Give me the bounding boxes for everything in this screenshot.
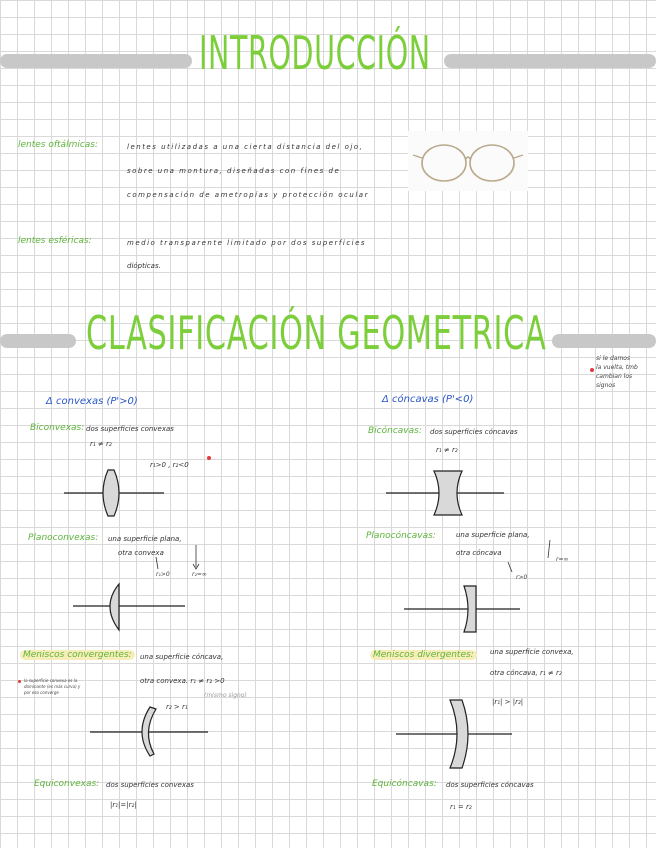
side-note-3: cambian los — [596, 373, 633, 380]
title-band-right — [444, 54, 656, 68]
side-note-4: signos — [596, 382, 616, 389]
bicóncavas-label: Bicóncavas: — [368, 426, 422, 436]
bicóncavas-r: r₁ ≠ r₂ — [436, 446, 458, 454]
menisco-conv-text-1: una superficie cóncava, — [140, 653, 224, 661]
diverging-meniscus-diagram — [396, 698, 516, 778]
side-note-1: si le damos — [596, 355, 631, 362]
section-band-left — [0, 334, 76, 348]
equiconvexas-label: Equiconvexas: — [34, 779, 100, 789]
intro-title: INTRODUCCIÓN — [199, 26, 431, 80]
menisco-conv-r: r₂ > r₁ — [166, 703, 188, 711]
glasses-icon — [408, 131, 528, 191]
biconvexas-text: dos superficies convexas — [86, 425, 174, 433]
side-note-2: la vuelta, tmb — [596, 364, 638, 371]
side-note-dot — [590, 368, 594, 372]
planoconvexas-text-2: otra convexa — [118, 549, 164, 557]
planocóncavas-r2: r>0 — [516, 574, 528, 581]
esfericas-label: lentes esféricas: — [18, 236, 92, 246]
planocóncavas-label: Planocóncavas: — [366, 531, 436, 541]
oftalmicas-line-2: sobre una montura, diseñadas con fines de — [127, 167, 341, 175]
menisco-conv-side-3: por eso converge — [24, 690, 59, 695]
title-band-left — [0, 54, 192, 68]
menisco-conv-text-2: otra convexa. r₁ ≠ r₂ >0 — [140, 677, 225, 685]
oftalmicas-line-3: compensación de ametropías y protección ocular — [127, 191, 369, 199]
menisco-conv-side-dot — [18, 680, 21, 683]
menisco-div-text-1: una superficie convexa, — [490, 648, 574, 656]
planoconvexas-r2: r₂=∞ — [192, 571, 207, 578]
planoconvexas-r1: r₁>0 — [156, 571, 170, 578]
planoconvexas-text-1: una superficie plana, — [108, 535, 182, 543]
equiconvexas-r: |r₁|=|r₂| — [110, 801, 137, 809]
menisco-conv-side-2: dominante (es más curva) y — [24, 684, 81, 689]
planocóncavas-text-2: otra cóncava — [456, 549, 502, 557]
menisco-conv-label: Meniscos convergentes: — [20, 650, 135, 660]
menisco-div-label: Meniscos divergentes: — [370, 650, 477, 660]
planoconvexas-label: Planoconvexas: — [28, 533, 99, 543]
biconvexas-r: r₁ ≠ r₂ — [90, 440, 112, 448]
biconvex-lens-diagram — [64, 464, 174, 524]
oftalmicas-label: lentes oftálmicas: — [18, 140, 99, 150]
converging-meniscus-diagram — [90, 702, 220, 762]
biconvexas-signs: r₁>0 , r₂<0 — [150, 461, 189, 469]
oftalmicas-line-1: lentes utilizadas a una cierta distancia del ojo, — [127, 143, 364, 151]
esfericas-line-2: diópticas. — [127, 262, 161, 270]
biconvexas-dot — [207, 456, 211, 460]
equiconvexas-text: dos superficies convexas — [106, 781, 194, 789]
planocóncavas-text-1: una superficie plana, — [456, 531, 530, 539]
glasses-image — [408, 131, 528, 191]
convexas-heading: Δ convexas (P'>0) — [46, 396, 138, 407]
menisco-div-r: |r₁| > |r₂| — [492, 698, 524, 706]
esfericas-line-1: medio transparente limitado por dos superficies — [127, 239, 367, 247]
planoconvexas-arrows — [150, 543, 210, 573]
clasificacion-title: CLASIFICACIÓN GEOMETRICA — [86, 306, 547, 360]
menisco-conv-note: (mismo signo) — [204, 692, 247, 699]
biconvexas-label: Biconvexas: — [30, 423, 85, 433]
planocóncavas-arrows — [500, 538, 560, 578]
menisco-div-text-2: otra cóncava, r₁ ≠ r₂ — [490, 669, 562, 677]
equicóncavas-text: dos superficies cóncavas — [446, 781, 534, 789]
biconcave-lens-diagram — [386, 463, 506, 523]
planoconvex-lens-diagram — [73, 578, 193, 638]
section-band-right — [552, 334, 656, 348]
concavas-heading: Δ cóncavas (P'<0) — [382, 394, 474, 405]
equicóncavas-r: r₁ = r₂ — [450, 803, 472, 811]
planoconcave-lens-diagram — [404, 580, 524, 640]
equicóncavas-label: Equicóncavas: — [372, 779, 437, 789]
menisco-conv-side-1: la superficie convexa es la — [24, 678, 78, 683]
planocóncavas-r1: r=∞ — [556, 556, 569, 563]
bicóncavas-text: dos superficies cóncavas — [430, 428, 518, 436]
